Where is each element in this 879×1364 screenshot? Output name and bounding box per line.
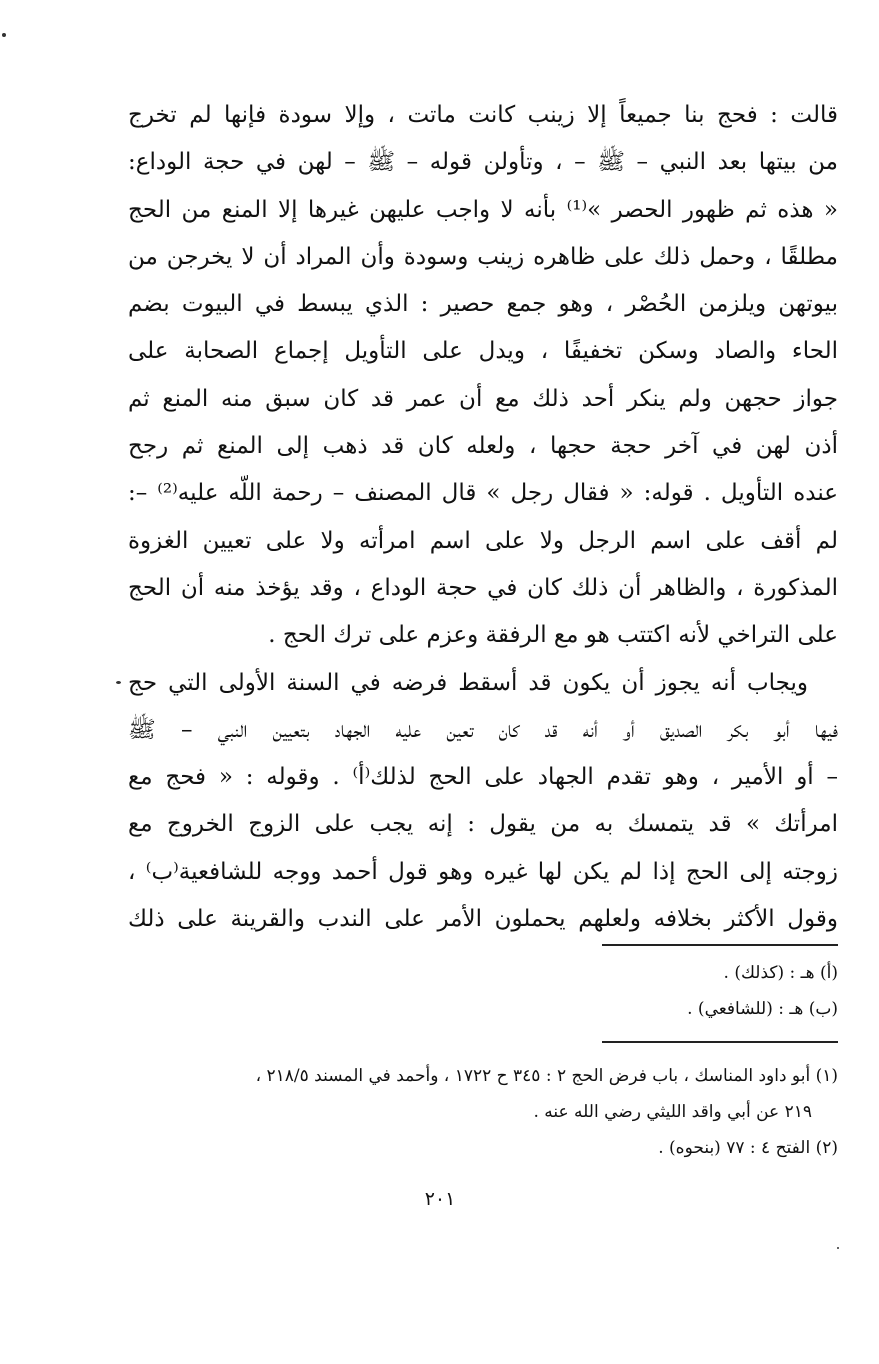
text-line: « هذه ثم ظهور الحصر »⁽¹⁾ بأنه لا واجب عليهن غيرها إلا المنع من الحج	[128, 196, 838, 223]
text-line: أذن لهن في آخر حجة حجها ، ولعله كان قد ذهب إلى المنع ثم رجح	[128, 433, 838, 460]
text-line: وقول الأكثر بخلافه ولعلهم يحملون الأمر على الندب والقرينة على ذلك	[128, 906, 838, 933]
scan-speck	[2, 33, 6, 37]
text-line: – أو الأمير ، وهو تقدم الجهاد على الحج لذلك⁽أ⁾ . وقوله : « فحج مع	[128, 764, 838, 791]
text-line: مطلقًا ، وحمل ذلك على ظاهره زينب وسودة وأن المراد أن لا يخرجن من	[128, 243, 838, 270]
variant-notes	[128, 955, 838, 1027]
footnote: (٢) الفتح ٤ : ٧٧ (بنحوه) .	[658, 1138, 838, 1158]
scan-speck	[116, 681, 121, 684]
text-line: فيها أبو بكر الصديق أو أنه قد كان تعين عليه الجهاد بتعيين النبي – ﷺ	[128, 716, 838, 743]
footnote-continuation: ٢١٩ عن أبي واقد الليثي رضي الله عنه .	[533, 1102, 812, 1122]
footnote: (١) أبو داود المناسك ، باب فرض الحج ٢ : ٣٤٥ ح ١٧٢٢ ، وأحمد في المسند ٢١٨/٥ ،	[255, 1066, 838, 1086]
text-line: عنده التأويل . قوله: « فقال رجل » قال المصنف – رحمة اللّه عليه⁽²⁾ –:	[128, 480, 838, 507]
text-line: قالت : فحج بنا جميعاً إلا زينب كانت ماتت ، وإلا سودة فإنها لم تخرج	[128, 102, 838, 128]
text-line: زوجته إلى الحج إذا لم يكن لها غيره وهو قول أحمد ووجه للشافعية⁽ب⁾ ،	[128, 858, 838, 885]
text-line: امرأتك » قد يتمسك به من يقول : إنه يجب على الزوج الخروج مع	[128, 811, 838, 838]
text-line: الحاء والصاد وسكن تخفيفًا ، ويدل على التأويل إجماع الصحابة على	[128, 338, 838, 365]
text-line: المذكورة ، والظاهر أن ذلك كان في حجة الوداع ، وقد يؤخذ منه أن الحج	[128, 574, 838, 601]
variant-notes-divider	[602, 944, 838, 946]
variant-note: (ب) هـ : (للشافعي) .	[687, 999, 838, 1019]
text-line: على التراخي لأنه اكتتب هو مع الرفقة وعزم على ترك الحج .	[268, 622, 838, 649]
footnotes	[128, 1058, 838, 1166]
variant-note: (أ) هـ : (كذلك) .	[723, 963, 838, 983]
main-text	[128, 92, 838, 943]
text-line: من بيتها بعد النبي – ﷺ – ، وتأولن قوله – ﷺ – لهن في حجة الوداع:	[128, 149, 838, 176]
text-line: جواز حجهن ولم ينكر أحد ذلك مع أن عمر قد كان سبق منه المنع ثم	[128, 385, 838, 412]
text-line: ويجاب أنه يجوز أن يكون قد أسقط فرضه في السنة الأولى التي حج	[128, 669, 808, 696]
text-line: لم أقف على اسم الرجل ولا على اسم امرأته ولا على تعيين الغزوة	[128, 527, 838, 554]
scan-speck	[837, 1247, 839, 1249]
page-number: ٢٠١	[424, 1188, 456, 1210]
footnotes-divider	[602, 1041, 838, 1043]
text-line: بيوتهن ويلزمن الحُصْر ، وهو جمع حصير : الذي يبسط في البيوت بضم	[128, 291, 838, 318]
